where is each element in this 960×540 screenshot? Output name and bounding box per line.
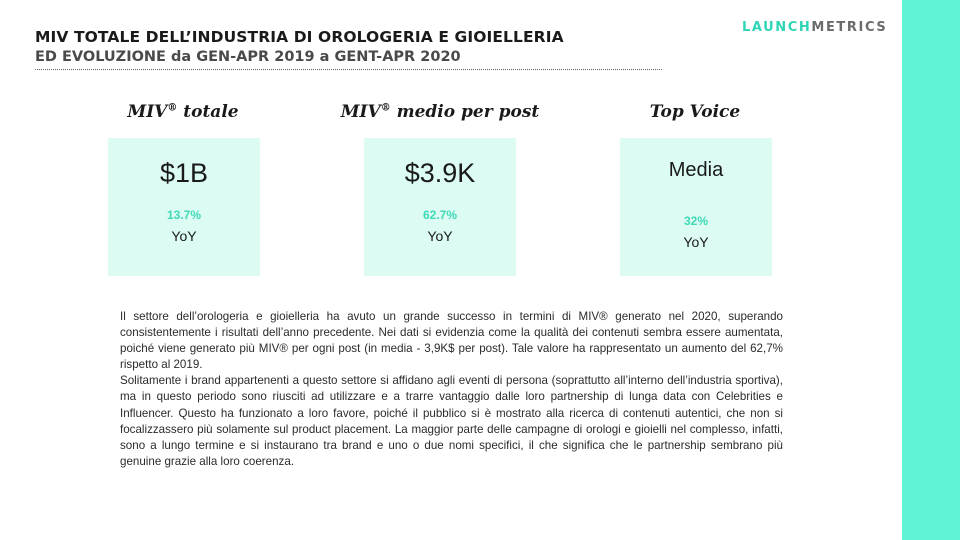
kpi-value: Media xyxy=(668,159,724,181)
title-divider xyxy=(35,69,662,70)
kpi-change: 32% xyxy=(683,214,709,228)
accent-side-band xyxy=(902,0,960,540)
kpi-card-top-voice xyxy=(620,138,772,276)
kpi-heading-top-voice: Top Voice xyxy=(649,102,741,122)
description-text xyxy=(120,309,783,470)
kpi-heading-miv-per-post: MIV® medio per post xyxy=(340,102,540,122)
kpi-change-label: YoY xyxy=(683,234,709,250)
kpi-value: $3.9K xyxy=(404,158,476,188)
kpi-card-miv-total xyxy=(108,138,260,276)
paragraph-1: Il settore dell’orologeria e gioielleria ha avuto un grande successo in termini di MIV® generato nel 2020, superando consistentemente i risultati dell’anno precedente. Nei dati si evidenzia come la qualità dei contenuti sembra essere aumentata, poiché viene generato più MIV® per ogni post (in media - 3,9K$ per post). Tale valore ha rappresentato un aumento del 62,7% rispetto al 2019. xyxy=(120,310,783,372)
kpi-card-miv-per-post xyxy=(364,138,516,276)
kpi-value: $1B xyxy=(159,158,209,188)
kpi-change-label: YoY xyxy=(171,228,197,244)
title-line-2: ED EVOLUZIONE da GEN-APR 2019 a GENT-APR 2020 xyxy=(35,49,461,65)
kpi-change-label: YoY xyxy=(427,228,453,244)
title-line-1: MIV TOTALE DELL’INDUSTRIA DI OROLOGERIA E GIOIELLERIA xyxy=(35,28,564,46)
slide-title xyxy=(35,28,564,65)
kpi-change: 13.7% xyxy=(166,208,202,222)
launchmetrics-logo: LAUNCHMETRICS xyxy=(742,20,888,35)
kpi-heading-miv-total: MIV® totale xyxy=(127,102,239,122)
paragraph-2: Solitamente i brand appartenenti a questo settore si affidano agli eventi di persona (soprattutto all’interno dell’industria sportiva), ma in questo periodo sono riusciti ad utilizzare e a trarre vantaggio dalle loro partnership di lunga data con Celebrities e Influencer. Questo ha funzionato a loro favore, poiché il pubblico si è mostrato alla ricerca di contenuti autentici, che non si focalizzassero più solamente sul product placement. La maggior parte delle campagne di orologi e gioielli nel complesso, infatti, sono a lungo termine e si instaurano tra brand e uno o due nomi specifici, il che significa che le partnership sembrano più genuine grazie alla loro coerenza. xyxy=(120,374,783,468)
kpi-change: 62.7% xyxy=(422,208,458,222)
